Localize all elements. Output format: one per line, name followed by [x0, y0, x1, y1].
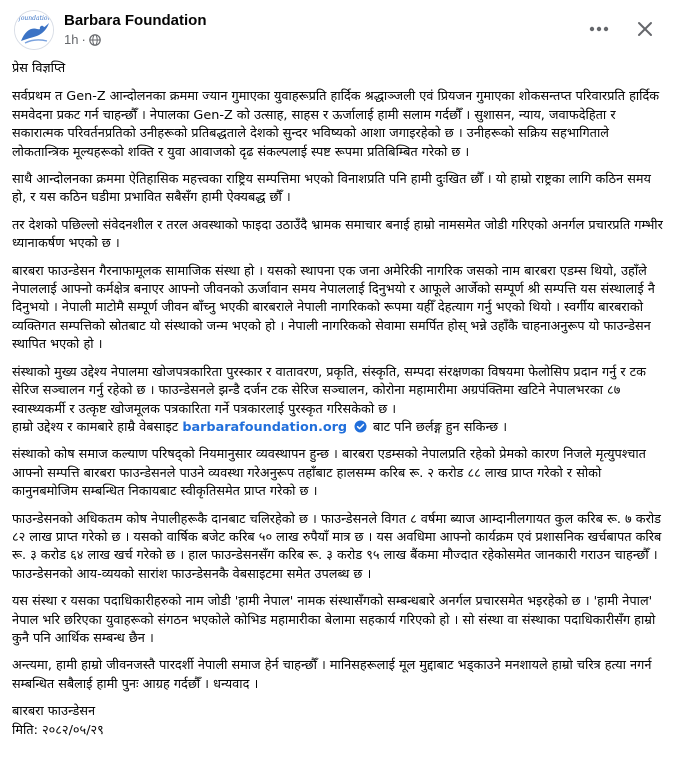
paragraph: साथै आन्दोलनका क्रममा ऐतिहासिक महत्त्वका राष्ट्रिय सम्पत्तिमा भएको विनाशप्रति पनि हामी दुःखित छौँ । यो हाम्रो राष्ट्रका लागि कठिन समय हो, र यस कठिन घडीमा प्रभावित सबैसँग हामी ऐक्यबद्ध छौँ ।: [12, 172, 651, 206]
paragraph: संस्थाको कोष समाज कल्याण परिषद्को नियमानुसार व्यवस्थापन हुन्छ । बारबरा एडम्सको नेपालप्रति रहेको प्रेमको कारण निजले मृत्युपश्चात आफ्नो सम्पत्ति बारबरा फाउन्डेसनले पाउने व्यवस्था गरेअनुरूप तहाँबाट हालसम्म करिब रू. २ करोड ८८ लाख प्राप्त गरेको र सोको कानुनबमोजिम सम्बन्धित निकायबाट स्वीकृतिसमेत प्राप्त गरेको छ ।: [12, 447, 646, 500]
post-meta: [64, 32, 101, 47]
website-line-before: हाम्रो उद्देश्य र कामबारे हाम्रै वेबसाइट: [12, 419, 179, 435]
post-heading: प्रेस विज्ञप्ति: [12, 61, 66, 76]
paragraph: बारबरा फाउन्डेसन गैरनाफामूलक सामाजिक संस्था हो । यसको स्थापना एक जना अमेरिकी नागरिक जसको नाम बारबरा एडम्स थियो, उहाँले नेपाललाई आफ्नो कर्मक्षेत्र बनाएर आफ्नो जीवनको ऊर्जावान समय नेपाललाई दिनुभयो र आफूले आर्जेको सम्पूर्ण श्री सम्पत्ति यस संस्थालाई नै दिनुभयो । नेपाली माटोमै सम्पूर्ण जीवन बाँच्नु भएकी बारबराले नेपाली नागरिकको रूपमा यहीँ देहत्याग गर्नु भएको थियो । स्वर्गीय बारबराको व्यक्तिगत सम्पत्तिको स्रोतबाट यो संस्थाको जन्म भएको हो । नेपाली नागरिकको सेवामा समर्पित होस् भन्ने उहाँकै चाहनाअनुरूप यो फाउन्डेसन स्थापित भएको हो ।: [12, 263, 655, 353]
more-options-button[interactable]: [584, 14, 614, 44]
paragraph: अन्त्यमा, हामी हाम्रो जीवनजस्तै पारदर्शी नेपाली समाज हेर्न चाहन्छौँ । मानिसहरूलाई मूल मुद्दाबाट भड्काउने मनशायले हाम्रो चरित्र हत्या नगर्न सम्बन्धित सबैलाई हामी पुनः आग्रह गर्दछौँ । धन्यवाद ।: [12, 658, 652, 692]
close-icon: [637, 21, 653, 37]
foundation-logo-icon: [15, 11, 54, 50]
website-line: [12, 419, 664, 437]
website-line-after: बाट पनि छर्लङ्ग हुन सकिन्छ ।: [373, 419, 508, 435]
close-button[interactable]: [630, 14, 660, 44]
avatar[interactable]: [14, 10, 54, 50]
page-name[interactable]: Barbara Foundation: [64, 12, 207, 29]
globe-icon[interactable]: [89, 34, 101, 46]
more-horizontal-icon: [589, 26, 609, 32]
post-header: [10, 8, 666, 52]
meta-separator: ·: [81, 32, 86, 47]
paragraph: सर्वप्रथम त Gen-Z आन्दोलनका क्रममा ज्यान गुमाएका युवाहरूप्रति हार्दिक श्रद्धाञ्जली एवं प्रियजन गुमाएका शोकसन्तप्त परिवारप्रति हार्दिक समवेदना प्रकट गर्न चाहन्छौँ । नेपालका Gen-Z को उत्साह, साहस र ऊर्जालाई हामी सलाम गर्दछौँ । सुशासन, न्याय, जवाफदेहिता र सकारात्मक परिवर्तनप्रतिको उनीहरूको प्रतिबद्धताले देशको सुन्दर भविष्यको आशा जगाइरहेको छ । उनीहरूको सक्रिय सहभागिताले लोकतान्त्रिक मूल्यहरूको शक्ति र युवा आवाजको दृढ संकल्पलाई स्पष्ट रूपमा प्रतिबिम्बित गरेको छ ।: [12, 89, 660, 160]
signature: बारबरा फाउन्डेसन: [12, 704, 96, 720]
link-badge-icon: [354, 420, 367, 433]
svg-text:foundation: foundation: [18, 15, 52, 22]
paragraph: यस संस्था र यसका पदाधिकारीहरुको नाम जोडी 'हामी नेपाल' नामक संस्थासँगको सम्बन्धबारे अनर्गल प्रचारसमेत भइरहेको छ । 'हामी नेपाल' नेपाल भरि छरिएका युवाहरूको संगठन भएकोले कोभिड महामारीका बेलामा सहकार्य गरिएको हो । सो संस्था वा संस्थाका पदाधिकारीसँग हाम्रो कुनै पनि आर्थिक सम्बन्ध छैन ।: [12, 594, 656, 646]
paragraph: फाउन्डेसनको अधिकतम कोष नेपालीहरूकै दानबाट चलिरहेको छ । फाउन्डेसनले विगत ८ वर्षमा ब्याज आम्दानीलगायत कुल करिब रू. ७ करोड ८२ लाख प्राप्त गरेको छ । यसको वार्षिक बजेट करिब ५० लाख रुपैयाँ मात्र छ । यस अवधिमा आफ्नो कार्यक्रम एवं प्रशासनिक खर्चबापत करिब रू. ३ करोड ६४ लाख खर्च गरेको छ । हाल फाउन्डेसनसँग करिब रू. ३ करोड ९५ लाख बैंकमा मौज्दात रहेकोसमेत जानकारी गराउन चाहन्छौँ । फाउन्डेसनको आय-व्ययको सारांश फाउन्डेसनकै वेबसाइटमा समेत उपलब्ध छ ।: [12, 511, 662, 582]
website-link-text[interactable]: barbarafoundation.org: [182, 419, 348, 435]
post-timestamp[interactable]: 1h: [64, 32, 79, 47]
website-link[interactable]: [182, 420, 373, 435]
post-body: [10, 52, 666, 740]
paragraph: तर देशको पछिल्लो संवेदनशील र तरल अवस्थाको फाइदा उठाउँदै भ्रामक समाचार बनाई हाम्रो नामसमेत जोडी गरिएको अनर्गल प्रचारप्रति गम्भीर ध्यानाकर्षण भएको छ ।: [12, 217, 663, 252]
paragraph: संस्थाको मुख्य उद्देश्य नेपालमा खोजपत्रकारिता पुरस्कार र वातावरण, प्रकृति, संस्कृति, सम्पदा संरक्षणका विषयमा फेलोसिप प्रदान गर्नु र टक सेरिज सञ्चालन गर्नु रहेको छ । फाउन्डेसनले झन्डै दर्जन टक सेरिज सञ्चालन, कोरोना महामारीमा अग्रपंक्तिमा खटिने नेपालभरका ८७ स्वास्थ्यकर्मी र उत्कृष्ट खोजमूलक पत्रकारिता गर्ने पत्रकारलाई पुरस्कृत गरिसकेको छ ।: [12, 364, 646, 417]
post-date: मिति: २०८२/०५/२९: [12, 722, 104, 738]
